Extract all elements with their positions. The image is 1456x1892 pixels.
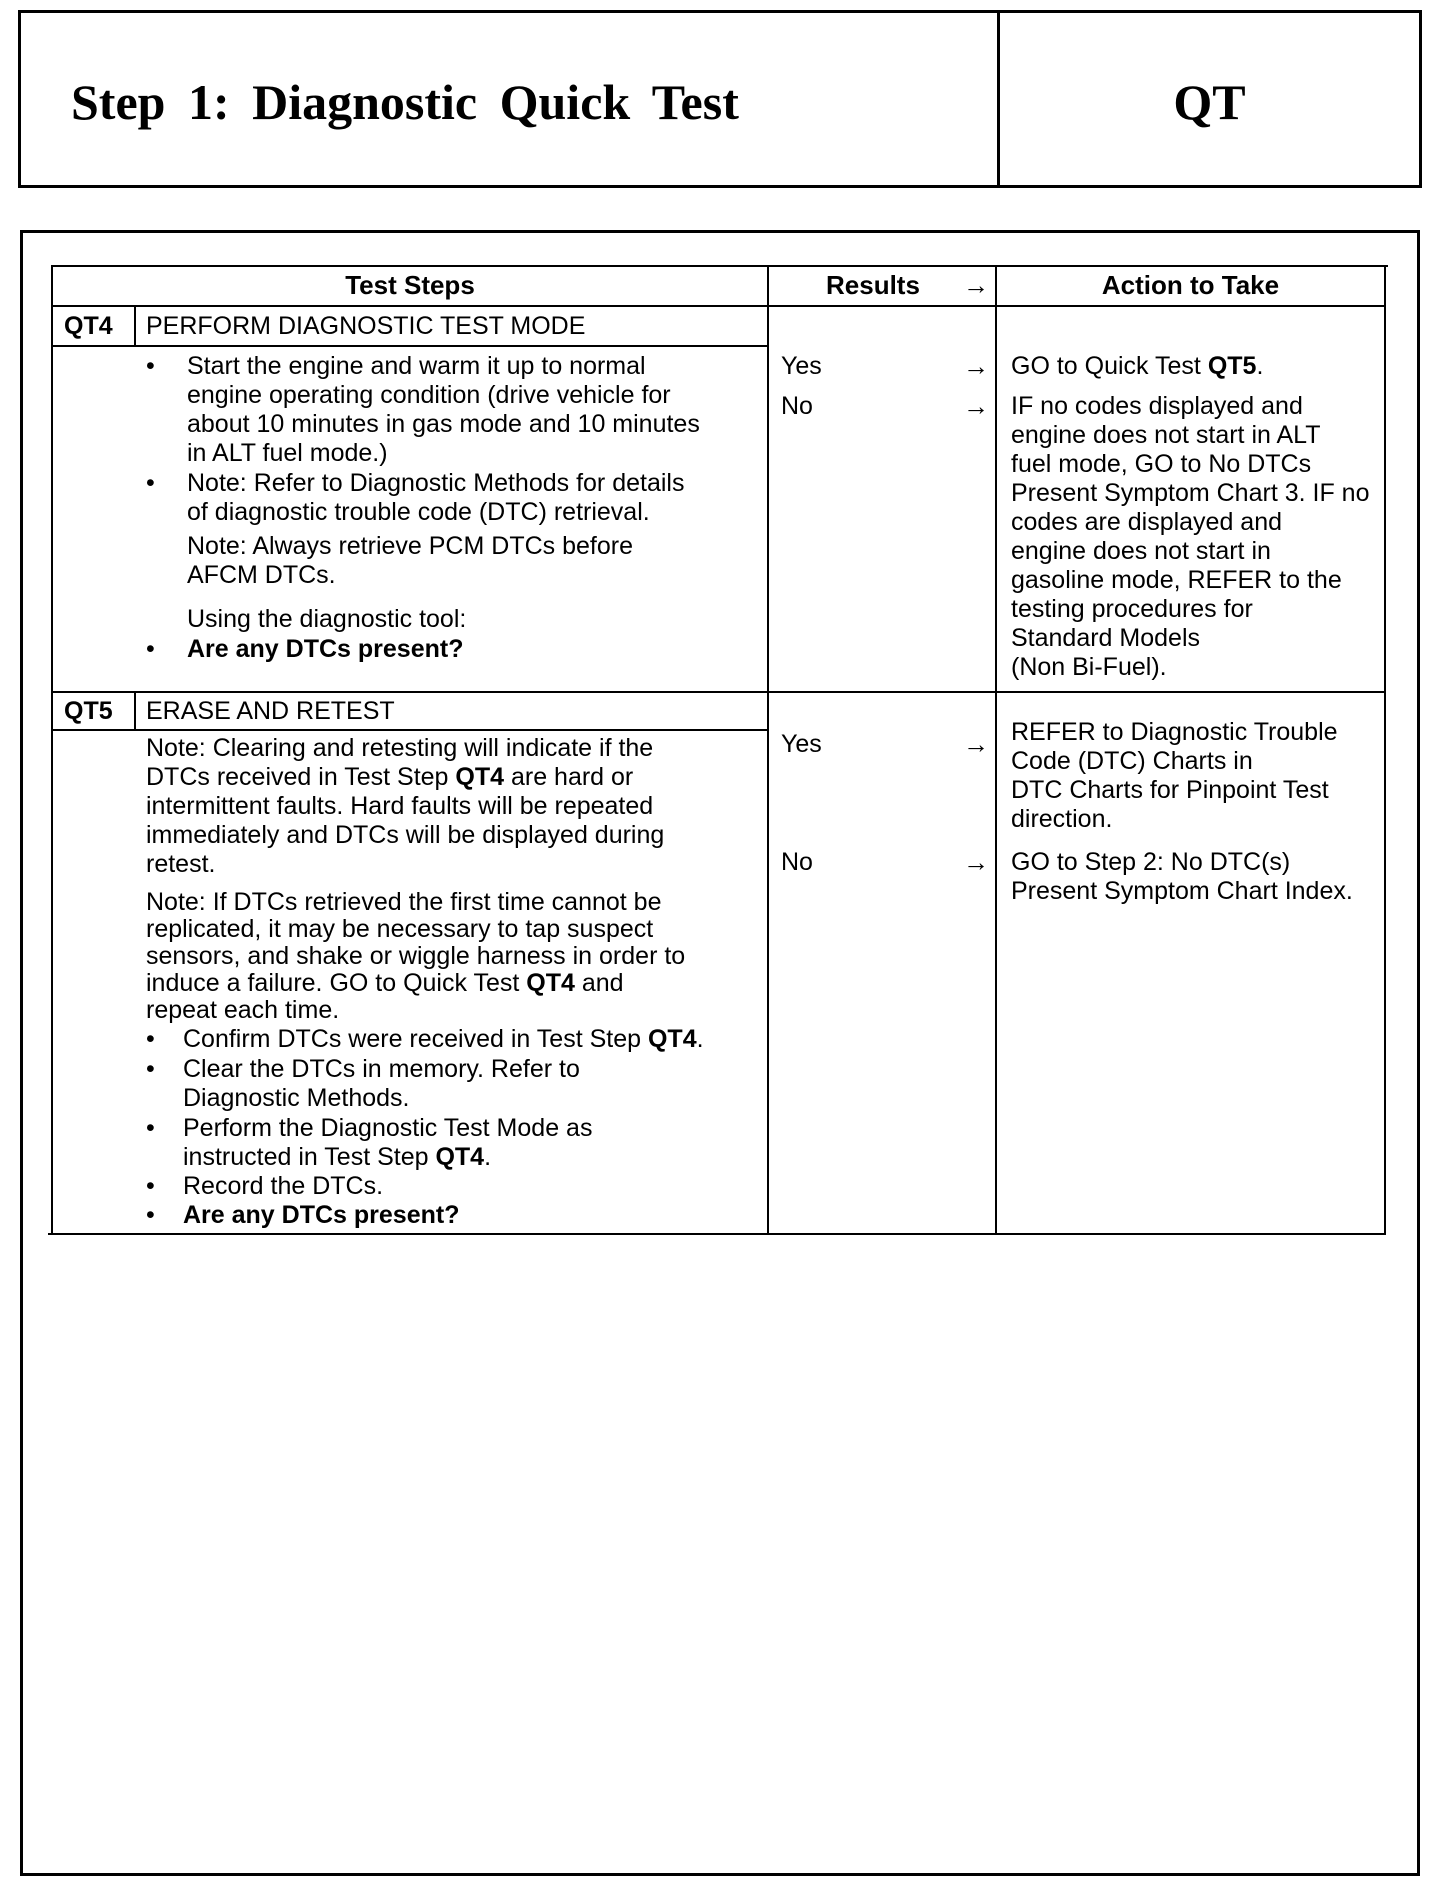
qt5-step-title: ERASE AND RETEST	[146, 697, 395, 725]
column-header-test-steps: Test Steps	[345, 270, 475, 300]
column-header-results: Results	[826, 270, 920, 300]
qt5-note1-line: intermittent faults. Hard faults will be repeated	[146, 792, 654, 820]
bullet-icon: •	[146, 1114, 155, 1142]
qt4-action-yes	[1011, 352, 1263, 381]
header-row-border	[51, 305, 1386, 307]
qt5-note2-line: repeat each time.	[146, 996, 340, 1024]
qt5-result-yes: Yes	[781, 730, 822, 758]
qt5-action-yes-line: direction.	[1011, 805, 1113, 833]
bullet-icon: •	[146, 469, 155, 497]
table-left-border	[51, 265, 53, 1235]
bullet-icon: •	[146, 1055, 155, 1083]
qt5-action-no-line: GO to Step 2: No DTC(s)	[1011, 848, 1291, 876]
qt5-bullet-line	[183, 1143, 491, 1172]
qt5-id-divider	[134, 691, 136, 731]
qt5-question: Are any DTCs present?	[183, 1201, 460, 1229]
table-bottom-border	[48, 1233, 1384, 1235]
qt4-action-no-line: fuel mode, GO to No DTCs	[1011, 450, 1312, 478]
section-code: QT	[1173, 74, 1246, 130]
qt4-body-line: Start the engine and warm it up to normal	[187, 352, 646, 380]
arrow-icon: →	[963, 847, 989, 877]
qt5-note2-line	[146, 969, 624, 998]
qt5-note2-line: replicated, it may be necessary to tap suspect	[146, 915, 654, 943]
qt4-result-yes: Yes	[781, 352, 822, 380]
qt5-bullet-line	[183, 1025, 704, 1054]
qt5-bullet-ref: QT4	[435, 1143, 485, 1171]
bullet-icon: •	[146, 1201, 155, 1229]
qt4-body-line: in ALT fuel mode.)	[187, 439, 388, 467]
qt4-action-yes-text: GO to Quick Test	[1011, 352, 1208, 380]
qt4-action-no-line: testing procedures for	[1011, 595, 1253, 623]
qt5-note2-text: induce a failure. GO to Quick Test	[146, 969, 527, 997]
table-right-border	[1384, 265, 1386, 1235]
arrow-icon: →	[963, 351, 989, 381]
qt5-bullet-end: .	[484, 1143, 492, 1171]
qt4-title-border	[51, 345, 769, 347]
qt5-bullet-line: Record the DTCs.	[183, 1172, 384, 1200]
qt5-action-yes-line: Code (DTC) Charts in	[1011, 747, 1253, 775]
qt5-action-no-line: Present Symptom Chart Index.	[1011, 877, 1353, 905]
qt4-id-divider	[134, 305, 136, 347]
qt4-action-no-line: Present Symptom Chart 3. IF no	[1011, 479, 1370, 507]
qt4-action-yes-end: .	[1256, 352, 1264, 380]
column-header-action: Action to Take	[1101, 270, 1280, 300]
qt5-note1-line: retest.	[146, 850, 216, 878]
results-arrow-icon: →	[963, 270, 989, 300]
qt4-question: Are any DTCs present?	[187, 635, 464, 663]
qt4-body-line: engine operating condition (drive vehicle for	[187, 381, 671, 409]
qt4-action-no-line: engine does not start in ALT	[1011, 421, 1321, 449]
qt5-bullet-end: .	[696, 1025, 704, 1053]
bullet-icon: •	[146, 1025, 155, 1053]
qt5-note1-text: DTCs received in Test Step	[146, 763, 456, 791]
qt4-action-no-line: gasoline mode, REFER to the	[1011, 566, 1342, 594]
bullet-icon: •	[146, 635, 155, 663]
qt4-body-line: Using the diagnostic tool:	[187, 605, 467, 633]
qt4-result-no: No	[781, 392, 813, 420]
qt5-note1-text: are hard or	[504, 763, 634, 791]
qt5-bullet-text: Confirm DTCs were received in Test Step	[183, 1025, 648, 1053]
qt5-title-border	[51, 729, 769, 731]
qt5-bullet-line: Clear the DTCs in memory. Refer to	[183, 1055, 580, 1083]
results-column-divider	[767, 265, 769, 1235]
qt4-step-title: PERFORM DIAGNOSTIC TEST MODE	[146, 312, 586, 340]
header-box	[18, 10, 1422, 188]
qt5-note1-line	[146, 763, 633, 792]
qt5-step-id: QT5	[64, 697, 113, 725]
qt5-note2-line: Note: If DTCs retrieved the first time cannot be	[146, 888, 662, 916]
row-separator	[51, 691, 1386, 693]
qt4-body-line: of diagnostic trouble code (DTC) retrieval.	[187, 498, 650, 526]
qt4-action-no-line: codes are displayed and	[1011, 508, 1283, 536]
arrow-icon: →	[963, 729, 989, 759]
qt4-body-line: Note: Always retrieve PCM DTCs before	[187, 532, 633, 560]
qt5-note1-line: Note: Clearing and retesting will indicate if the	[146, 734, 654, 762]
arrow-icon: →	[963, 391, 989, 421]
qt4-body-line: about 10 minutes in gas mode and 10 minutes	[187, 410, 700, 438]
action-column-divider	[995, 265, 997, 1235]
qt4-body-line: Note: Refer to Diagnostic Methods for details	[187, 469, 685, 497]
qt5-note1-line: immediately and DTCs will be displayed during	[146, 821, 665, 849]
qt5-note2-line: sensors, and shake or wiggle harness in order to	[146, 942, 686, 970]
qt5-bullet-line: Diagnostic Methods.	[183, 1084, 410, 1112]
page-title: Step 1: Diagnostic Quick Test	[71, 74, 739, 130]
qt4-step-id: QT4	[64, 312, 113, 340]
qt4-action-no-line: (Non Bi-Fuel).	[1011, 653, 1167, 681]
bullet-icon: •	[146, 352, 155, 380]
qt5-note2-text: and	[574, 969, 624, 997]
qt5-note2-ref: QT4	[526, 969, 575, 997]
qt5-bullet-line: Perform the Diagnostic Test Mode as	[183, 1114, 593, 1142]
qt5-result-no: No	[781, 848, 813, 876]
qt5-action-yes-line: REFER to Diagnostic Trouble	[1011, 718, 1338, 746]
qt5-bullet-text: instructed in Test Step	[183, 1143, 436, 1171]
qt5-note1-ref: QT4	[455, 763, 505, 791]
qt4-action-no-line: engine does not start in	[1011, 537, 1271, 565]
qt4-action-no-line: IF no codes displayed and	[1011, 392, 1303, 420]
qt5-action-yes-line: DTC Charts for Pinpoint Test	[1011, 776, 1329, 804]
qt5-bullet-ref: QT4	[647, 1025, 697, 1053]
qt4-action-yes-ref: QT5	[1207, 352, 1257, 380]
bullet-icon: •	[146, 1172, 155, 1200]
table-top-border	[51, 265, 1388, 267]
qt4-body-line: AFCM DTCs.	[187, 561, 336, 589]
qt4-action-no-line: Standard Models	[1011, 624, 1201, 652]
